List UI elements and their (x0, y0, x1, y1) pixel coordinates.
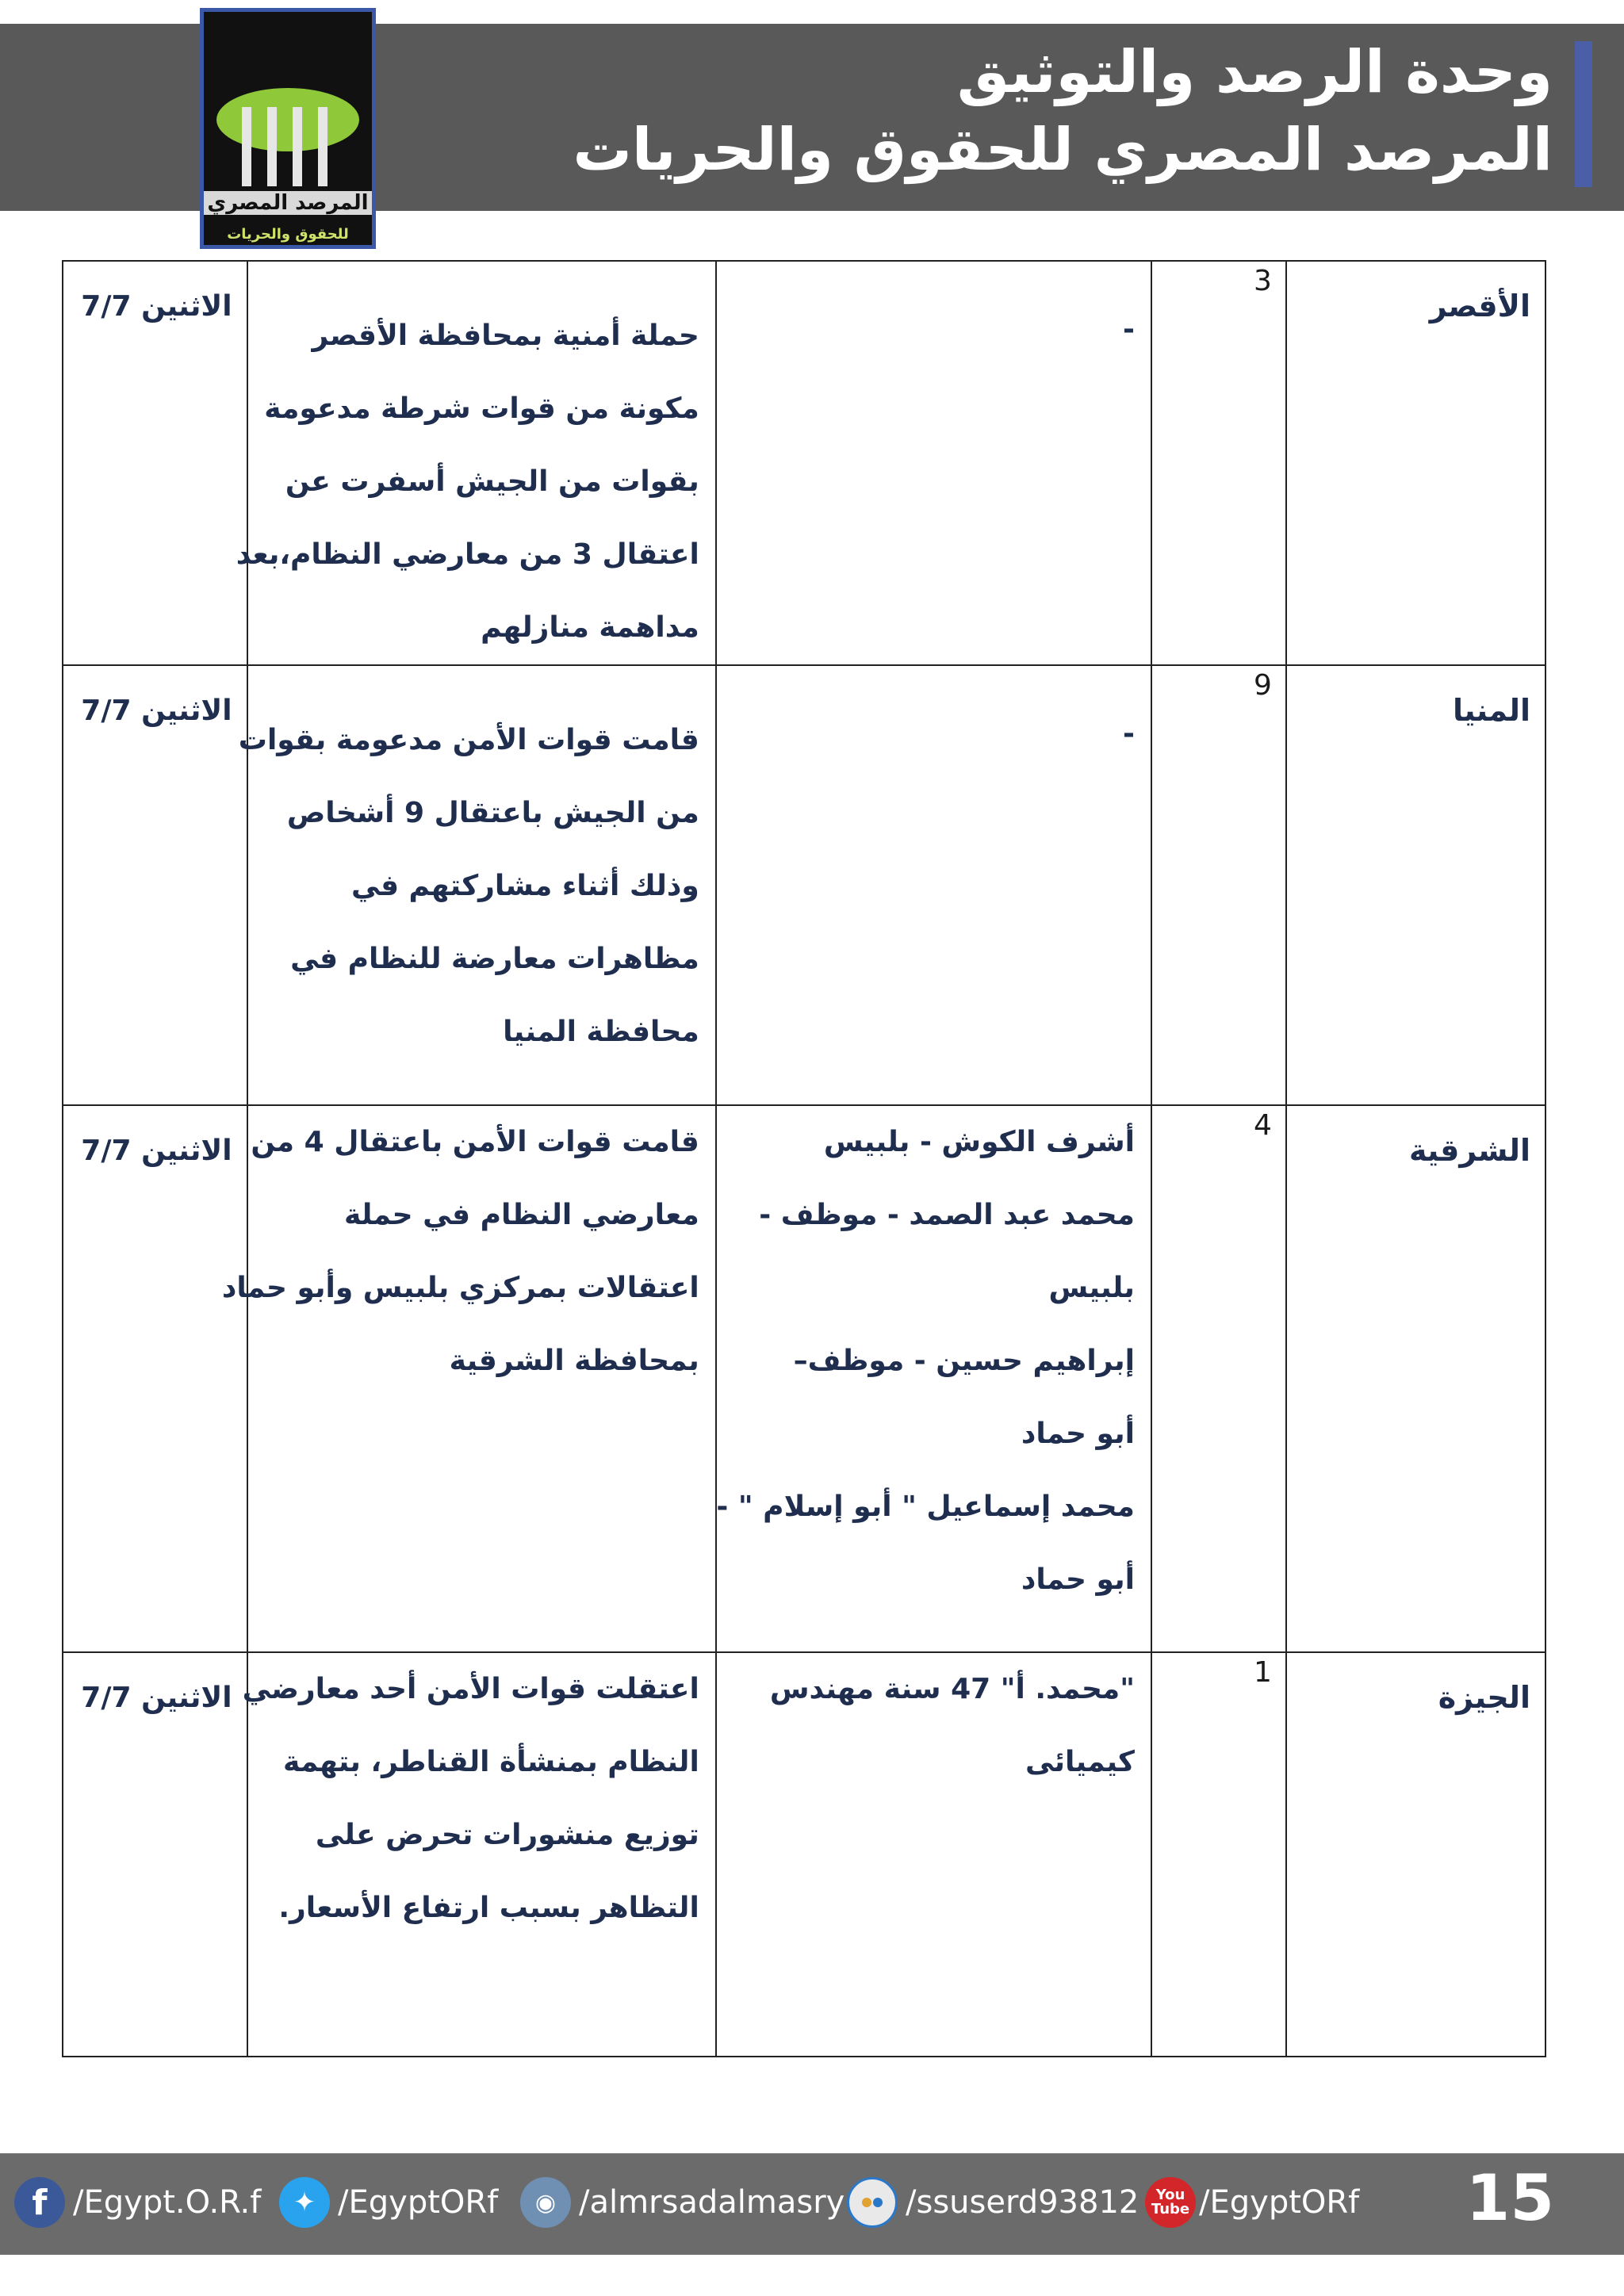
description-line: حملة أمنية بمحافظة الأقصر (312, 320, 699, 352)
date-text: الاثنين 7/7 (81, 1135, 232, 1167)
name-line: محمد عبد الصمد - موظف - (759, 1199, 1135, 1231)
names-cell (716, 261, 1151, 665)
facebook-handle: /Egypt.O.R.f (73, 2184, 262, 2221)
prison-bars-icon (236, 107, 339, 186)
date-cell (63, 1652, 247, 2057)
description-line: قامت قوات الأمن باعتقال 4 من (251, 1126, 699, 1158)
name-line: أبو حماد (1021, 1563, 1135, 1596)
names-cell (716, 1652, 1151, 2057)
description-cell (221, 1105, 716, 1652)
date-text: الاثنين 7/7 (81, 695, 232, 727)
name-line: أشرف الكوش - بلبيس (823, 1126, 1135, 1158)
arrests-table (62, 260, 1546, 2057)
facebook-link[interactable] (14, 2172, 261, 2233)
name-line: إبراهيم حسين - موظف– (793, 1345, 1135, 1377)
arrest-count: 3 (1253, 265, 1272, 297)
count-cell (1151, 1105, 1286, 1652)
unit-title: وحدة الرصد والتوثيق (956, 38, 1553, 106)
instagram-icon: ◉ (520, 2177, 571, 2228)
name-line: أبو حماد (1021, 1418, 1135, 1450)
description-line: قامت قوات الأمن مدعومة بقوات (238, 724, 699, 756)
governorate-cell (1286, 1652, 1545, 2057)
description-line: مكونة من قوات شرطة مدعومة (264, 392, 699, 425)
description-text (221, 1106, 715, 1398)
slideshare-handle: /ssuserd93812 (906, 2184, 1139, 2221)
description-line: بمحافظة الشرقية (449, 1345, 699, 1377)
arrest-count: 4 (1253, 1109, 1272, 1142)
description-line: مداهمة منازلهم (481, 611, 699, 644)
description-line: معارضي النظام في حملة (343, 1199, 699, 1231)
description-text (238, 666, 715, 1069)
instagram-link[interactable] (520, 2172, 845, 2233)
table-row (63, 665, 1545, 1105)
names-list (717, 666, 1151, 771)
description-text (236, 262, 715, 664)
count-cell (1151, 1652, 1286, 2057)
governorate-name: الأقصر (1429, 289, 1530, 323)
table-row (63, 261, 1545, 665)
page-number: 15 (1465, 2161, 1554, 2235)
arrest-count: 1 (1253, 1656, 1272, 1689)
date-cell (63, 665, 247, 1105)
description-line: محافظة المنيا (503, 1016, 699, 1048)
organization-title: المرصد المصري للحقوق والحريات (573, 116, 1553, 184)
name-line: كيميائى (1025, 1746, 1135, 1778)
youtube-icon: You Tube (1145, 2177, 1196, 2228)
logo-text-sub: للحقوق والحريات (227, 226, 349, 243)
description-line: التظاهر بسبب ارتفاع الأسعار. (278, 1892, 699, 1924)
name-line: بلبيس (1048, 1272, 1135, 1304)
facebook-icon: f (14, 2177, 65, 2228)
governorate-name: الجيزة (1438, 1680, 1530, 1715)
name-line: "محمد. أ" 47 سنة مهندس (769, 1673, 1135, 1705)
description-cell (236, 261, 716, 665)
description-line: اعتقال 3 من معارضي النظام،بعد (236, 538, 699, 571)
count-cell (1151, 261, 1286, 665)
governorate-name: الشرقية (1408, 1133, 1530, 1168)
twitter-handle: /EgyptORf (338, 2184, 499, 2221)
name-line: محمد إسماعيل " أبو إسلام " - (716, 1490, 1135, 1523)
date-cell (63, 1105, 247, 1652)
organization-logo (200, 8, 376, 249)
table-row (63, 1652, 1545, 2057)
governorate-cell (1286, 665, 1545, 1105)
governorate-cell (1286, 1105, 1545, 1652)
name-line: - (1123, 313, 1135, 346)
youtube-handle: /EgyptORf (1199, 2184, 1360, 2221)
arrest-count: 9 (1253, 669, 1272, 702)
twitter-link[interactable] (279, 2172, 498, 2233)
description-cell (242, 1652, 716, 2057)
logo-text-main: المرصد المصري (204, 191, 372, 215)
twitter-icon: ✦ (279, 2177, 330, 2228)
date-cell (63, 261, 247, 665)
date-text: الاثنين 7/7 (81, 290, 232, 323)
governorate-cell (1286, 261, 1545, 665)
description-line: اعتقالات بمركزي بلبيس وأبو حماد (221, 1272, 699, 1304)
count-cell (1151, 665, 1286, 1105)
description-line: بقوات من الجيش أسفرت عن (285, 465, 699, 498)
slideshare-link[interactable] (847, 2172, 1139, 2233)
name-line: - (1123, 718, 1135, 750)
names-list (717, 262, 1151, 366)
names-list (717, 1653, 1151, 1799)
footer-bar (0, 2153, 1624, 2255)
description-cell (238, 665, 716, 1105)
description-line: وذلك أثناء مشاركتهم في (351, 870, 699, 902)
table-row (63, 1105, 1545, 1652)
instagram-handle: /almrsadalmasry (579, 2184, 845, 2221)
youtube-link[interactable] (1145, 2172, 1359, 2233)
names-cell (716, 665, 1151, 1105)
description-line: النظام بمنشأة القناطر، بتهمة (283, 1746, 699, 1778)
names-cell (716, 1105, 1151, 1652)
description-line: اعتقلت قوات الأمن أحد معارضي (242, 1673, 699, 1705)
description-text (242, 1653, 715, 1945)
header-accent-bar (1575, 41, 1592, 187)
date-text: الاثنين 7/7 (81, 1682, 232, 1714)
description-line: توزيع منشورات تحرض على (315, 1819, 699, 1851)
names-list (717, 1106, 1151, 1617)
slideshare-icon (847, 2177, 898, 2228)
description-line: من الجيش باعتقال 9 أشخاص (286, 797, 699, 829)
governorate-name: المنيا (1452, 693, 1530, 728)
description-line: مظاهرات معارضة للنظام في (290, 943, 699, 975)
